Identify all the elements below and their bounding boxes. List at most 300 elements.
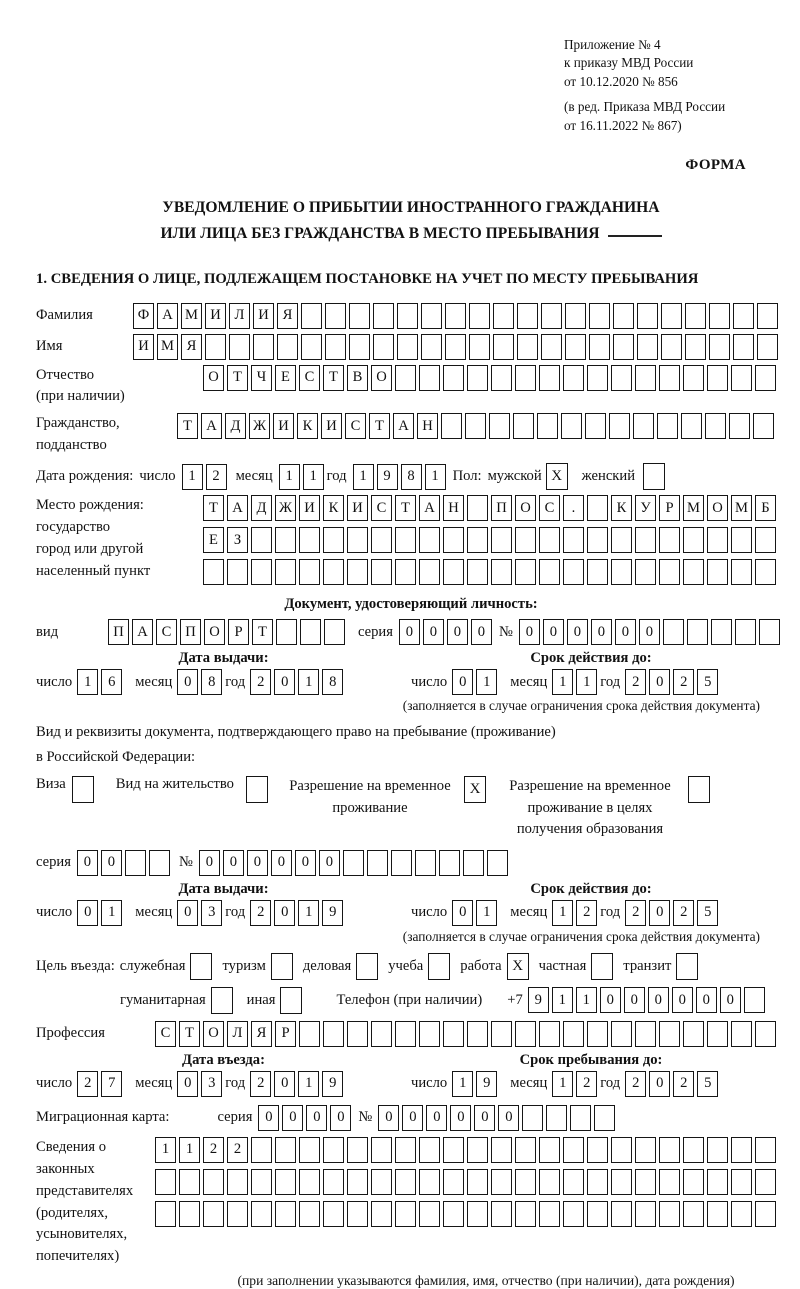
guardians-row-1[interactable] bbox=[155, 1137, 779, 1163]
char-cell[interactable] bbox=[705, 413, 726, 439]
char-cell[interactable] bbox=[419, 527, 440, 553]
entry-year-cells[interactable] bbox=[250, 1071, 346, 1097]
char-cell[interactable] bbox=[515, 559, 536, 585]
purpose-transit-checkbox[interactable] bbox=[676, 953, 698, 980]
char-cell[interactable] bbox=[227, 1201, 248, 1227]
char-cell[interactable]: Т bbox=[203, 495, 224, 521]
char-cell[interactable]: 0 bbox=[77, 900, 98, 926]
char-cell[interactable] bbox=[443, 527, 464, 553]
char-cell[interactable] bbox=[467, 1201, 488, 1227]
char-cell[interactable] bbox=[685, 303, 706, 329]
char-cell[interactable] bbox=[541, 334, 562, 360]
char-cell[interactable]: К bbox=[297, 413, 318, 439]
purpose-tourism-checkbox[interactable] bbox=[271, 953, 293, 980]
char-cell[interactable]: З bbox=[227, 527, 248, 553]
char-cell[interactable] bbox=[419, 1201, 440, 1227]
char-cell[interactable] bbox=[587, 1169, 608, 1195]
char-cell[interactable] bbox=[707, 365, 728, 391]
char-cell[interactable] bbox=[683, 1169, 704, 1195]
edu-residence-checkbox[interactable] bbox=[688, 776, 710, 803]
char-cell[interactable]: 0 bbox=[543, 619, 564, 645]
expiry-year-cells[interactable] bbox=[625, 669, 721, 695]
char-cell[interactable] bbox=[755, 1137, 776, 1163]
char-cell[interactable] bbox=[539, 1137, 560, 1163]
char-cell[interactable]: 1 bbox=[552, 669, 573, 695]
char-cell[interactable]: Д bbox=[251, 495, 272, 521]
char-cell[interactable] bbox=[349, 334, 370, 360]
char-cell[interactable]: И bbox=[133, 334, 154, 360]
char-cell[interactable]: Т bbox=[227, 365, 248, 391]
char-cell[interactable] bbox=[755, 1201, 776, 1227]
char-cell[interactable]: В bbox=[347, 365, 368, 391]
purpose-work-checkbox[interactable]: X bbox=[507, 953, 529, 980]
char-cell[interactable] bbox=[299, 1021, 320, 1047]
char-cell[interactable] bbox=[349, 303, 370, 329]
char-cell[interactable] bbox=[300, 619, 321, 645]
birthplace-row-1[interactable] bbox=[203, 495, 779, 521]
char-cell[interactable]: С bbox=[345, 413, 366, 439]
char-cell[interactable]: 0 bbox=[101, 850, 122, 876]
char-cell[interactable]: Р bbox=[275, 1021, 296, 1047]
char-cell[interactable] bbox=[227, 1169, 248, 1195]
char-cell[interactable] bbox=[275, 559, 296, 585]
char-cell[interactable]: 2 bbox=[673, 1071, 694, 1097]
char-cell[interactable]: М bbox=[731, 495, 752, 521]
char-cell[interactable] bbox=[395, 365, 416, 391]
char-cell[interactable]: . bbox=[563, 495, 584, 521]
char-cell[interactable]: 0 bbox=[295, 850, 316, 876]
char-cell[interactable] bbox=[685, 334, 706, 360]
char-cell[interactable] bbox=[491, 365, 512, 391]
char-cell[interactable] bbox=[659, 559, 680, 585]
char-cell[interactable] bbox=[323, 1201, 344, 1227]
char-cell[interactable] bbox=[707, 527, 728, 553]
char-cell[interactable] bbox=[325, 334, 346, 360]
char-cell[interactable] bbox=[611, 559, 632, 585]
char-cell[interactable]: Р bbox=[228, 619, 249, 645]
resdoc-expiry-day-cells[interactable] bbox=[452, 900, 500, 926]
resdoc-issue-month-cells[interactable] bbox=[177, 900, 225, 926]
char-cell[interactable] bbox=[395, 1137, 416, 1163]
char-cell[interactable]: 2 bbox=[206, 464, 227, 490]
char-cell[interactable]: 2 bbox=[673, 669, 694, 695]
char-cell[interactable] bbox=[563, 365, 584, 391]
char-cell[interactable]: 1 bbox=[452, 1071, 473, 1097]
char-cell[interactable] bbox=[203, 559, 224, 585]
char-cell[interactable]: 1 bbox=[155, 1137, 176, 1163]
char-cell[interactable]: Р bbox=[659, 495, 680, 521]
char-cell[interactable] bbox=[731, 527, 752, 553]
char-cell[interactable] bbox=[611, 1137, 632, 1163]
char-cell[interactable] bbox=[391, 850, 412, 876]
char-cell[interactable] bbox=[371, 559, 392, 585]
entry-month-cells[interactable] bbox=[177, 1071, 225, 1097]
char-cell[interactable] bbox=[515, 527, 536, 553]
char-cell[interactable] bbox=[707, 559, 728, 585]
char-cell[interactable] bbox=[709, 303, 730, 329]
char-cell[interactable] bbox=[203, 1201, 224, 1227]
char-cell[interactable]: 0 bbox=[274, 900, 295, 926]
char-cell[interactable] bbox=[325, 303, 346, 329]
char-cell[interactable] bbox=[395, 1021, 416, 1047]
char-cell[interactable] bbox=[515, 365, 536, 391]
purpose-other-checkbox[interactable] bbox=[280, 987, 302, 1014]
firstname-cells[interactable] bbox=[133, 334, 781, 360]
char-cell[interactable] bbox=[637, 334, 658, 360]
char-cell[interactable] bbox=[659, 527, 680, 553]
char-cell[interactable] bbox=[493, 334, 514, 360]
issue-month-cells[interactable] bbox=[177, 669, 225, 695]
char-cell[interactable] bbox=[707, 1137, 728, 1163]
birthplace-row-2[interactable] bbox=[203, 527, 779, 553]
char-cell[interactable] bbox=[563, 527, 584, 553]
char-cell[interactable]: 1 bbox=[298, 669, 319, 695]
char-cell[interactable]: С bbox=[155, 1021, 176, 1047]
char-cell[interactable] bbox=[443, 1021, 464, 1047]
char-cell[interactable] bbox=[563, 1201, 584, 1227]
char-cell[interactable]: 3 bbox=[201, 1071, 222, 1097]
char-cell[interactable]: К bbox=[323, 495, 344, 521]
char-cell[interactable]: 0 bbox=[399, 619, 420, 645]
birth-year-cells[interactable] bbox=[353, 464, 449, 490]
issue-year-cells[interactable] bbox=[250, 669, 346, 695]
char-cell[interactable]: 8 bbox=[401, 464, 422, 490]
char-cell[interactable]: О bbox=[371, 365, 392, 391]
char-cell[interactable] bbox=[611, 1169, 632, 1195]
char-cell[interactable] bbox=[683, 1137, 704, 1163]
char-cell[interactable] bbox=[251, 527, 272, 553]
char-cell[interactable]: 1 bbox=[476, 669, 497, 695]
char-cell[interactable]: 1 bbox=[552, 987, 573, 1013]
char-cell[interactable] bbox=[707, 1201, 728, 1227]
iddoc-type-cells[interactable] bbox=[108, 619, 348, 645]
char-cell[interactable]: С bbox=[371, 495, 392, 521]
char-cell[interactable] bbox=[587, 527, 608, 553]
char-cell[interactable]: О bbox=[515, 495, 536, 521]
char-cell[interactable] bbox=[517, 334, 538, 360]
char-cell[interactable]: 0 bbox=[447, 619, 468, 645]
char-cell[interactable] bbox=[125, 850, 146, 876]
char-cell[interactable] bbox=[729, 413, 750, 439]
char-cell[interactable]: 0 bbox=[223, 850, 244, 876]
char-cell[interactable]: И bbox=[253, 303, 274, 329]
char-cell[interactable]: А bbox=[201, 413, 222, 439]
char-cell[interactable] bbox=[205, 334, 226, 360]
char-cell[interactable]: Ж bbox=[275, 495, 296, 521]
char-cell[interactable] bbox=[731, 1169, 752, 1195]
char-cell[interactable]: 0 bbox=[624, 987, 645, 1013]
char-cell[interactable] bbox=[469, 303, 490, 329]
char-cell[interactable] bbox=[373, 303, 394, 329]
char-cell[interactable] bbox=[347, 1137, 368, 1163]
char-cell[interactable]: 8 bbox=[201, 669, 222, 695]
female-checkbox[interactable] bbox=[643, 463, 665, 490]
char-cell[interactable]: 9 bbox=[528, 987, 549, 1013]
char-cell[interactable] bbox=[565, 334, 586, 360]
phone-cells[interactable] bbox=[528, 987, 768, 1013]
char-cell[interactable] bbox=[251, 1137, 272, 1163]
char-cell[interactable] bbox=[709, 334, 730, 360]
char-cell[interactable] bbox=[467, 559, 488, 585]
char-cell[interactable] bbox=[515, 1137, 536, 1163]
char-cell[interactable]: 2 bbox=[250, 900, 271, 926]
char-cell[interactable]: 1 bbox=[425, 464, 446, 490]
char-cell[interactable] bbox=[517, 303, 538, 329]
char-cell[interactable]: Т bbox=[252, 619, 273, 645]
temp-residence-checkbox[interactable]: X bbox=[464, 776, 486, 803]
char-cell[interactable]: Н bbox=[417, 413, 438, 439]
char-cell[interactable]: Я bbox=[181, 334, 202, 360]
char-cell[interactable] bbox=[155, 1169, 176, 1195]
char-cell[interactable] bbox=[371, 1137, 392, 1163]
char-cell[interactable] bbox=[683, 1021, 704, 1047]
char-cell[interactable] bbox=[324, 619, 345, 645]
char-cell[interactable]: Т bbox=[395, 495, 416, 521]
char-cell[interactable]: С bbox=[539, 495, 560, 521]
char-cell[interactable] bbox=[587, 559, 608, 585]
char-cell[interactable] bbox=[611, 365, 632, 391]
char-cell[interactable] bbox=[513, 413, 534, 439]
char-cell[interactable]: 2 bbox=[625, 669, 646, 695]
char-cell[interactable] bbox=[373, 334, 394, 360]
char-cell[interactable]: Ф bbox=[133, 303, 154, 329]
char-cell[interactable]: 8 bbox=[322, 669, 343, 695]
issue-day-cells[interactable] bbox=[77, 669, 125, 695]
char-cell[interactable]: 0 bbox=[77, 850, 98, 876]
male-checkbox[interactable]: X bbox=[546, 463, 568, 490]
char-cell[interactable]: 1 bbox=[476, 900, 497, 926]
char-cell[interactable] bbox=[323, 1169, 344, 1195]
char-cell[interactable] bbox=[229, 334, 250, 360]
char-cell[interactable] bbox=[707, 1021, 728, 1047]
char-cell[interactable] bbox=[371, 527, 392, 553]
char-cell[interactable] bbox=[707, 1169, 728, 1195]
purpose-humanitarian-checkbox[interactable] bbox=[211, 987, 233, 1014]
char-cell[interactable] bbox=[491, 1169, 512, 1195]
char-cell[interactable]: 0 bbox=[519, 619, 540, 645]
char-cell[interactable]: 1 bbox=[101, 900, 122, 926]
char-cell[interactable] bbox=[419, 1021, 440, 1047]
char-cell[interactable] bbox=[731, 1137, 752, 1163]
char-cell[interactable]: М bbox=[157, 334, 178, 360]
char-cell[interactable]: Е bbox=[203, 527, 224, 553]
birth-month-cells[interactable] bbox=[279, 464, 327, 490]
char-cell[interactable] bbox=[539, 365, 560, 391]
char-cell[interactable]: 1 bbox=[279, 464, 300, 490]
char-cell[interactable]: 0 bbox=[498, 1105, 519, 1131]
char-cell[interactable]: 0 bbox=[474, 1105, 495, 1131]
char-cell[interactable] bbox=[347, 527, 368, 553]
char-cell[interactable]: 5 bbox=[697, 669, 718, 695]
char-cell[interactable]: 9 bbox=[377, 464, 398, 490]
char-cell[interactable]: С bbox=[156, 619, 177, 645]
char-cell[interactable] bbox=[277, 334, 298, 360]
char-cell[interactable]: 2 bbox=[625, 1071, 646, 1097]
char-cell[interactable]: 0 bbox=[177, 900, 198, 926]
char-cell[interactable] bbox=[759, 619, 780, 645]
char-cell[interactable] bbox=[395, 1169, 416, 1195]
char-cell[interactable]: Д bbox=[225, 413, 246, 439]
char-cell[interactable] bbox=[443, 1137, 464, 1163]
char-cell[interactable] bbox=[659, 1201, 680, 1227]
char-cell[interactable]: 0 bbox=[639, 619, 660, 645]
char-cell[interactable] bbox=[347, 559, 368, 585]
char-cell[interactable]: И bbox=[321, 413, 342, 439]
char-cell[interactable] bbox=[661, 334, 682, 360]
char-cell[interactable]: О bbox=[204, 619, 225, 645]
char-cell[interactable]: И bbox=[205, 303, 226, 329]
char-cell[interactable]: 0 bbox=[471, 619, 492, 645]
char-cell[interactable] bbox=[491, 1021, 512, 1047]
char-cell[interactable] bbox=[563, 1137, 584, 1163]
char-cell[interactable] bbox=[323, 1137, 344, 1163]
char-cell[interactable] bbox=[149, 850, 170, 876]
char-cell[interactable]: 1 bbox=[303, 464, 324, 490]
char-cell[interactable]: 2 bbox=[625, 900, 646, 926]
char-cell[interactable]: 0 bbox=[452, 900, 473, 926]
stay-month-cells[interactable] bbox=[552, 1071, 600, 1097]
char-cell[interactable] bbox=[613, 334, 634, 360]
char-cell[interactable] bbox=[227, 559, 248, 585]
char-cell[interactable] bbox=[515, 1021, 536, 1047]
char-cell[interactable]: Т bbox=[323, 365, 344, 391]
char-cell[interactable]: 1 bbox=[179, 1137, 200, 1163]
char-cell[interactable] bbox=[661, 303, 682, 329]
char-cell[interactable]: М bbox=[181, 303, 202, 329]
char-cell[interactable] bbox=[659, 1021, 680, 1047]
char-cell[interactable]: А bbox=[227, 495, 248, 521]
char-cell[interactable]: 0 bbox=[591, 619, 612, 645]
char-cell[interactable] bbox=[493, 303, 514, 329]
char-cell[interactable] bbox=[419, 559, 440, 585]
char-cell[interactable]: Я bbox=[277, 303, 298, 329]
char-cell[interactable] bbox=[275, 527, 296, 553]
char-cell[interactable]: Ч bbox=[251, 365, 272, 391]
char-cell[interactable]: 5 bbox=[697, 900, 718, 926]
char-cell[interactable]: 0 bbox=[319, 850, 340, 876]
char-cell[interactable]: 1 bbox=[576, 987, 597, 1013]
resdoc-issue-day-cells[interactable] bbox=[77, 900, 125, 926]
char-cell[interactable] bbox=[515, 1169, 536, 1195]
char-cell[interactable] bbox=[683, 559, 704, 585]
char-cell[interactable] bbox=[611, 1021, 632, 1047]
char-cell[interactable] bbox=[611, 527, 632, 553]
char-cell[interactable]: П bbox=[108, 619, 129, 645]
char-cell[interactable]: 0 bbox=[649, 900, 670, 926]
char-cell[interactable] bbox=[683, 365, 704, 391]
char-cell[interactable] bbox=[522, 1105, 543, 1131]
char-cell[interactable] bbox=[587, 1021, 608, 1047]
char-cell[interactable]: 0 bbox=[720, 987, 741, 1013]
char-cell[interactable]: О bbox=[707, 495, 728, 521]
char-cell[interactable] bbox=[613, 303, 634, 329]
char-cell[interactable] bbox=[251, 1201, 272, 1227]
char-cell[interactable] bbox=[467, 495, 488, 521]
char-cell[interactable]: 0 bbox=[402, 1105, 423, 1131]
char-cell[interactable] bbox=[594, 1105, 615, 1131]
char-cell[interactable] bbox=[323, 1021, 344, 1047]
char-cell[interactable]: С bbox=[299, 365, 320, 391]
char-cell[interactable]: 1 bbox=[77, 669, 98, 695]
surname-cells[interactable] bbox=[133, 303, 781, 329]
char-cell[interactable] bbox=[515, 1201, 536, 1227]
char-cell[interactable] bbox=[299, 1137, 320, 1163]
char-cell[interactable] bbox=[299, 527, 320, 553]
char-cell[interactable] bbox=[347, 1201, 368, 1227]
char-cell[interactable] bbox=[443, 365, 464, 391]
char-cell[interactable]: 1 bbox=[298, 1071, 319, 1097]
char-cell[interactable] bbox=[755, 365, 776, 391]
visa-checkbox[interactable] bbox=[72, 776, 94, 803]
char-cell[interactable] bbox=[275, 1201, 296, 1227]
purpose-study-checkbox[interactable] bbox=[428, 953, 450, 980]
char-cell[interactable]: 6 bbox=[101, 669, 122, 695]
char-cell[interactable] bbox=[565, 303, 586, 329]
char-cell[interactable] bbox=[587, 1137, 608, 1163]
char-cell[interactable] bbox=[757, 303, 778, 329]
char-cell[interactable] bbox=[683, 527, 704, 553]
char-cell[interactable] bbox=[443, 1201, 464, 1227]
birthplace-row-3[interactable] bbox=[203, 559, 779, 585]
char-cell[interactable] bbox=[589, 303, 610, 329]
char-cell[interactable]: 0 bbox=[330, 1105, 351, 1131]
char-cell[interactable]: 7 bbox=[101, 1071, 122, 1097]
char-cell[interactable] bbox=[635, 365, 656, 391]
char-cell[interactable] bbox=[299, 1169, 320, 1195]
birth-day-cells[interactable] bbox=[182, 464, 230, 490]
char-cell[interactable] bbox=[467, 365, 488, 391]
char-cell[interactable] bbox=[301, 303, 322, 329]
char-cell[interactable]: 0 bbox=[274, 1071, 295, 1097]
iddoc-number-cells[interactable] bbox=[519, 619, 783, 645]
char-cell[interactable] bbox=[445, 334, 466, 360]
char-cell[interactable]: 0 bbox=[567, 619, 588, 645]
char-cell[interactable] bbox=[659, 1137, 680, 1163]
char-cell[interactable] bbox=[539, 1169, 560, 1195]
char-cell[interactable] bbox=[659, 365, 680, 391]
char-cell[interactable]: О bbox=[203, 365, 224, 391]
char-cell[interactable]: 2 bbox=[576, 900, 597, 926]
iddoc-series-cells[interactable] bbox=[399, 619, 495, 645]
char-cell[interactable] bbox=[367, 850, 388, 876]
char-cell[interactable]: О bbox=[203, 1021, 224, 1047]
char-cell[interactable] bbox=[589, 334, 610, 360]
char-cell[interactable] bbox=[347, 1021, 368, 1047]
char-cell[interactable]: Б bbox=[755, 495, 776, 521]
char-cell[interactable]: 2 bbox=[250, 1071, 271, 1097]
char-cell[interactable] bbox=[539, 527, 560, 553]
char-cell[interactable] bbox=[755, 559, 776, 585]
char-cell[interactable]: А bbox=[132, 619, 153, 645]
char-cell[interactable]: 0 bbox=[306, 1105, 327, 1131]
char-cell[interactable] bbox=[731, 559, 752, 585]
char-cell[interactable]: К bbox=[611, 495, 632, 521]
char-cell[interactable] bbox=[755, 1021, 776, 1047]
char-cell[interactable] bbox=[561, 413, 582, 439]
char-cell[interactable] bbox=[635, 1201, 656, 1227]
char-cell[interactable] bbox=[587, 495, 608, 521]
char-cell[interactable]: И bbox=[299, 495, 320, 521]
char-cell[interactable]: И bbox=[347, 495, 368, 521]
char-cell[interactable]: 0 bbox=[649, 1071, 670, 1097]
resdoc-series-cells[interactable] bbox=[77, 850, 173, 876]
stay-day-cells[interactable] bbox=[452, 1071, 500, 1097]
purpose-business-checkbox[interactable] bbox=[356, 953, 378, 980]
char-cell[interactable] bbox=[731, 1021, 752, 1047]
char-cell[interactable]: А bbox=[419, 495, 440, 521]
char-cell[interactable] bbox=[415, 850, 436, 876]
char-cell[interactable] bbox=[537, 413, 558, 439]
